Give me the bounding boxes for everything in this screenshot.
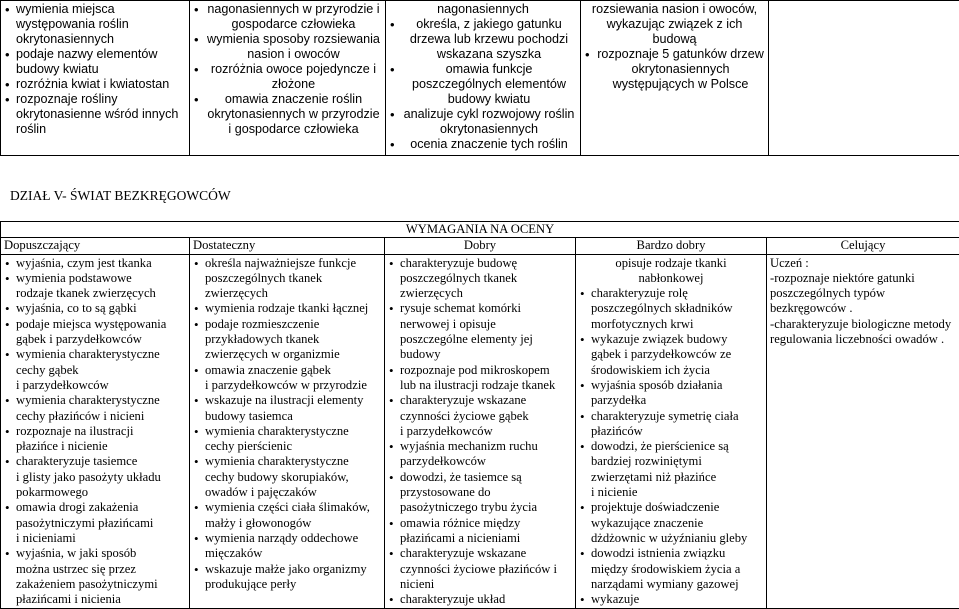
list-item: • wymienia miejsca występowania roślin okrytonasiennych xyxy=(16,2,186,47)
grade-header-3: Dobry xyxy=(385,238,576,254)
requirements-table xyxy=(0,221,959,609)
list-item: • rozpoznaje 5 gatunków drzew okrytonasiennych występujących w Polsce xyxy=(596,47,765,92)
list-item: • podaje rozmieszczenie przykładowych tkanek zwierzęcych w organizmie xyxy=(205,317,381,363)
requirements-header: WYMAGANIA NA OCENY xyxy=(1,222,959,238)
list-item: • wymienia charakterystyczne cechy pierścienic xyxy=(205,424,381,455)
list-item: • nagonasiennych w przyrodzie i gospodarce człowieka xyxy=(205,2,382,32)
list-item: • dowodzi istnienia związku między środowiskiem życia a narządami wymiany gazowej xyxy=(591,546,763,592)
list-item: • wyjaśnia, czym jest tkanka xyxy=(16,256,186,271)
grade-header-5: Celujący xyxy=(767,238,959,254)
bardzo-dobry-intro: opisuje rodzaje tkanki nabłonkowej xyxy=(579,256,763,287)
grade-header-4: Bardzo dobry xyxy=(576,238,767,254)
list-item: • wymienia rodzaje tkanki łącznej xyxy=(205,301,381,316)
list-item: • wymienia charakterystyczne cechy płazińców i nicieni xyxy=(16,393,186,424)
grade-header-2: Dostateczny xyxy=(190,238,385,254)
list-item: • podaje nazwy elementów budowy kwiatu xyxy=(16,47,186,77)
list-item: • charakteryzuje rolę poszczególnych składników morfotycznych krwi xyxy=(591,286,763,332)
list-item: • wymienia charakterystyczne cechy budowy skorupiaków, owadów i pajęczaków xyxy=(205,454,381,500)
list-item: • wykazuje xyxy=(591,592,763,607)
list-item: • charakteryzuje wskazane czynności życiowe gąbek i parzydełkowców xyxy=(400,393,572,439)
dobry-cell xyxy=(385,254,576,609)
list-item: • wymienia narządy oddechowe mięczaków xyxy=(205,531,381,562)
top-cell-3 xyxy=(386,1,581,156)
list-item: • rozpoznaje pod mikroskopem lub na ilustracji rodzaje tkanek xyxy=(400,363,572,394)
previous-section-table xyxy=(0,0,959,156)
top-list-3 xyxy=(389,17,577,152)
dobry-list xyxy=(388,256,572,608)
top-cell-4 xyxy=(581,1,769,156)
list-item: • ocenia znaczenie tych roślin xyxy=(401,137,577,152)
list-item: • rozpoznaje na ilustracji płazińce i nicienie xyxy=(16,424,186,455)
dostateczny-cell xyxy=(190,254,385,609)
list-item: • rozróżnia owoce pojedyncze i złożone xyxy=(205,62,382,92)
list-item: • rozpoznaje rośliny okrytonasienne wśród innych roślin xyxy=(16,92,186,137)
list-item: • omawia znaczenie gąbek i parzydełkowców w przyrodzie xyxy=(205,363,381,394)
list-item: • rysuje schemat komórki nerwowej i opisuje poszczególne elementy jej budowy xyxy=(400,301,572,362)
list-item: • wymienia podstawowe rodzaje tkanek zwierzęcych xyxy=(16,271,186,302)
list-item: • projektuje doświadczenie wykazujące znaczenie dżdżownic w użyźnianiu gleby xyxy=(591,500,763,546)
dopuszczajacy-cell xyxy=(1,254,190,609)
list-item: • podaje miejsca występowania gąbek i parzydełkowców xyxy=(16,317,186,348)
list-item: • wyjaśnia sposób działania parzydełka xyxy=(591,378,763,409)
top-list-2 xyxy=(193,2,382,137)
list-item: • charakteryzuje tasiemce i glisty jako pasożyty układu pokarmowego xyxy=(16,454,186,500)
celujacy-cell xyxy=(767,254,959,609)
bardzo-dobry-list xyxy=(579,286,763,607)
list-item: • omawia znaczenie roślin okrytonasiennych w przyrodzie i gospodarce człowieka xyxy=(205,92,382,137)
list-item: • wyjaśnia, co to są gąbki xyxy=(16,301,186,316)
top-list-4 xyxy=(584,47,765,92)
top-cell-1 xyxy=(1,1,190,156)
list-item: • określa, z jakiego gatunku drzewa lub krzewu pochodzi wskazana szyszka xyxy=(401,17,577,62)
list-item: • charakteryzuje budowę poszczególnych tkanek zwierzęcych xyxy=(400,256,572,302)
list-item: • wymienia części ciała ślimaków, małży i głowonogów xyxy=(205,500,381,531)
list-item: • wymienia sposoby rozsiewania nasion i owoców xyxy=(205,32,382,62)
section-title: DZIAŁ V- ŚWIAT BEZKRĘGOWCÓW xyxy=(10,188,231,203)
top-cell-3-intro: nagonasiennych xyxy=(389,2,577,17)
list-item: • wskazuje małże jako organizmy produkujące perły xyxy=(205,562,381,593)
list-item: • omawia drogi zakażenia pasożytniczymi płazińcami i nicieniami xyxy=(16,500,186,546)
list-item: • omawia funkcje poszczególnych elementów budowy kwiatu xyxy=(401,62,577,107)
top-cell-4-intro: rozsiewania nasion i owoców, wykazując związek z ich budową xyxy=(584,2,765,47)
list-item: • charakteryzuje wskazane czynności życiowe płazińców i nicieni xyxy=(400,546,572,592)
list-item: • wskazuje na ilustracji elementy budowy tasiemca xyxy=(205,393,381,424)
list-item: • wymienia charakterystyczne cechy gąbek i parzydełkowców xyxy=(16,347,186,393)
list-item: • dowodzi, że tasiemce są przystosowane do pasożytniczego trybu życia xyxy=(400,470,572,516)
list-item: • wyjaśnia, w jaki sposób można ustrzec się przez zakażeniem pasożytniczymi płazińcami i nicienia xyxy=(16,546,186,607)
list-item: • wykazuje związek budowy gąbek i parzydełkowców ze środowiskiem ich życia xyxy=(591,332,763,378)
list-item: • dowodzi, że pierścienice są bardziej rozwiniętymi zwierzętami niż płazińce i nicienie xyxy=(591,439,763,500)
grade-header-1: Dopuszczający xyxy=(1,238,190,254)
list-item: • charakteryzuje układ xyxy=(400,592,572,607)
top-cell-2 xyxy=(190,1,386,156)
bardzo-dobry-cell xyxy=(576,254,767,609)
dostateczny-list xyxy=(193,256,381,593)
list-item: • analizuje cykl rozwojowy roślin okrytonasiennych xyxy=(401,107,577,137)
list-item: • określa najważniejsze funkcje poszczególnych tkanek zwierzęcych xyxy=(205,256,381,302)
top-cell-5 xyxy=(769,1,959,156)
celujacy-text: Uczeń : -rozpoznaje niektóre gatunki poszczególnych typów bezkręgowców . -charakteryzuje biologiczne metody regulowania liczebności owadów . xyxy=(770,256,956,348)
list-item: • rozróżnia kwiat i kwiatostan xyxy=(16,77,186,92)
list-item: • omawia różnice między płazińcami a nicieniami xyxy=(400,516,572,547)
list-item: • charakteryzuje symetrię ciała płazińców xyxy=(591,409,763,440)
dopuszczajacy-list xyxy=(4,256,186,608)
list-item: • wyjaśnia mechanizm ruchu parzydełkowców xyxy=(400,439,572,470)
top-list-1 xyxy=(4,2,186,137)
